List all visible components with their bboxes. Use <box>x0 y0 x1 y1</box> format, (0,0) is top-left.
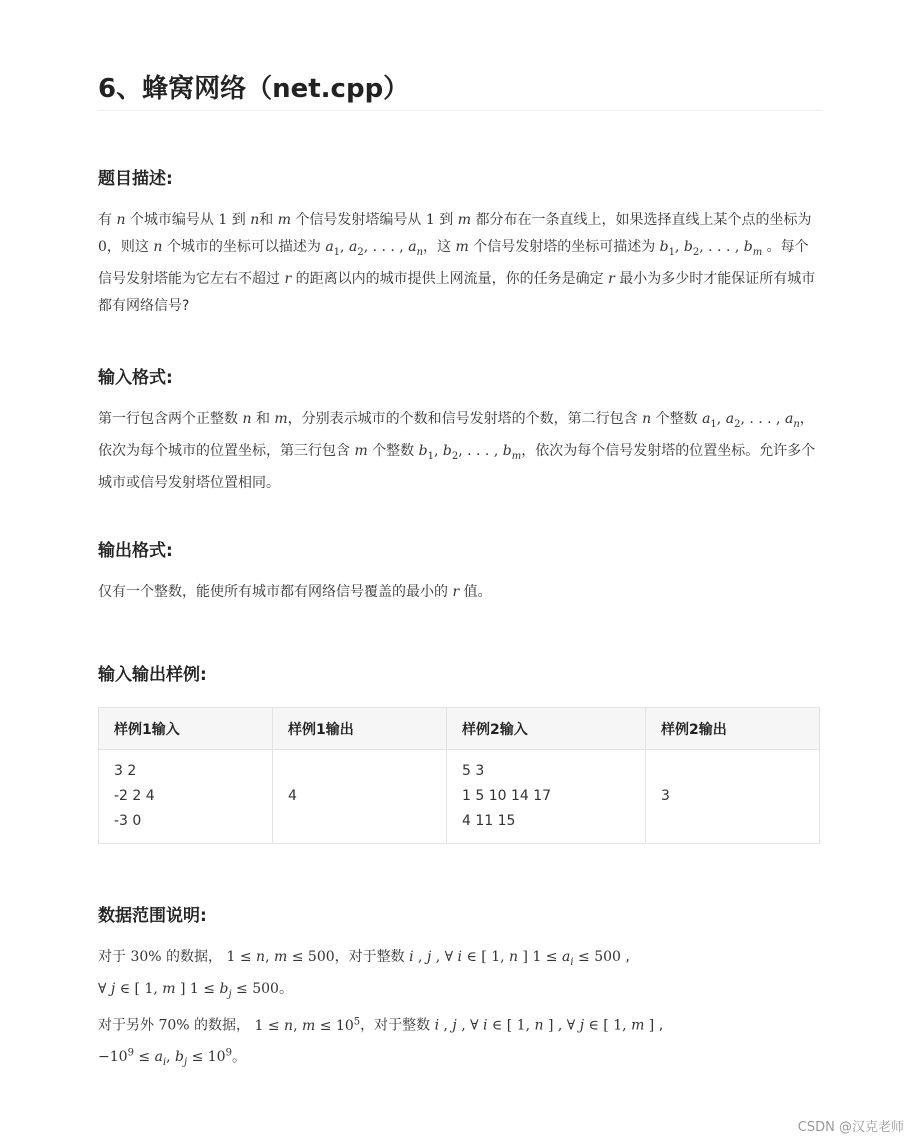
table-header-row <box>99 708 820 750</box>
sample2-output-cell: 3 <box>646 750 820 844</box>
sample-line: 5 3 <box>462 763 485 779</box>
input-format-text: 第一行包含两个正整数 n 和 m，分别表示城市的个数和信号发射塔的个数，第二行包含 n 个整数 $a_1$, $a_2$, . . . , $a_n$，依次为每个城市的位置坐标，第三行包含 m 个整数 $b_1$, $b_2$, . . . , $b_m$，依次为每个信号发射塔的位置坐标。允许多个城市或信号发射塔位置相同。 <box>98 411 816 491</box>
sample-line: 1 5 10 14 17 <box>462 788 552 804</box>
description-heading: 题目描述: <box>98 169 173 189</box>
table-row <box>99 750 820 844</box>
table-header-cell: 样例1输入 <box>99 708 273 750</box>
input-format-heading: 输入格式: <box>98 368 173 388</box>
range-paragraph-2: 对于另外 70% 的数据， 1 ≤ n, $m \le 10^5$，对于整数 i , j , ∀ i ∈ [ 1, n ] , ∀ j ∈ [ 1, m ] , $-10^9 \le a_i$, $b_j \le 10^9$。 <box>98 1016 664 1069</box>
range-paragraph-1: 对于 30% 的数据， 1 ≤ n, m ≤ 500，对于整数 i , j , ∀ i ∈ [ 1, n ] $1 \le a_i \le 500$ , ∀ j ∈ [ 1, m ] $1 \le b_j \le 500$。 <box>98 949 630 1000</box>
sample1-output-cell: 4 <box>273 750 447 844</box>
table-header-cell: 样例1输出 <box>273 708 447 750</box>
sample-line: 4 11 15 <box>462 813 516 829</box>
range-heading: 数据范围说明: <box>98 906 207 926</box>
output-format-text: 仅有一个整数，能使所有城市都有网络信号覆盖的最小的 r 值。 <box>98 584 492 600</box>
output-format-heading: 输出格式: <box>98 541 173 561</box>
samples-heading: 输入输出样例: <box>98 665 207 685</box>
sample-line: -3 0 <box>114 813 142 829</box>
sample-line: 3 2 <box>114 763 137 779</box>
csdn-watermark: CSDN @汉克老师 <box>797 1120 904 1135</box>
samples-table <box>98 707 820 844</box>
page-title: 6、蜂窝网络（net.cpp） <box>98 70 822 111</box>
table-header-cell: 样例2输出 <box>646 708 820 750</box>
sample1-input-cell <box>99 750 273 844</box>
table-header-cell: 样例2输入 <box>447 708 646 750</box>
description-text: 有 n 个城市编号从 1 到 n和 m 个信号发射塔编号从 1 到 m 都分布在一条直线上，如果选择直线上某个点的坐标为 0，则这 n 个城市的坐标可以描述为 $a_1$, $a_2$, . . . , $a_n$，这 m 个信号发射塔的坐标可描述为 $b_1$, $b_2$, . . . , $b_m$ 。每个信号发射塔能为它左右不超过 r 的距离以内的城市提供上网流量，你的任务是确定 r 最小为多少时才能保证所有城市都有网络信号? <box>98 212 816 314</box>
sample-line: -2 2 4 <box>114 788 155 804</box>
sample2-input-cell <box>447 750 646 844</box>
